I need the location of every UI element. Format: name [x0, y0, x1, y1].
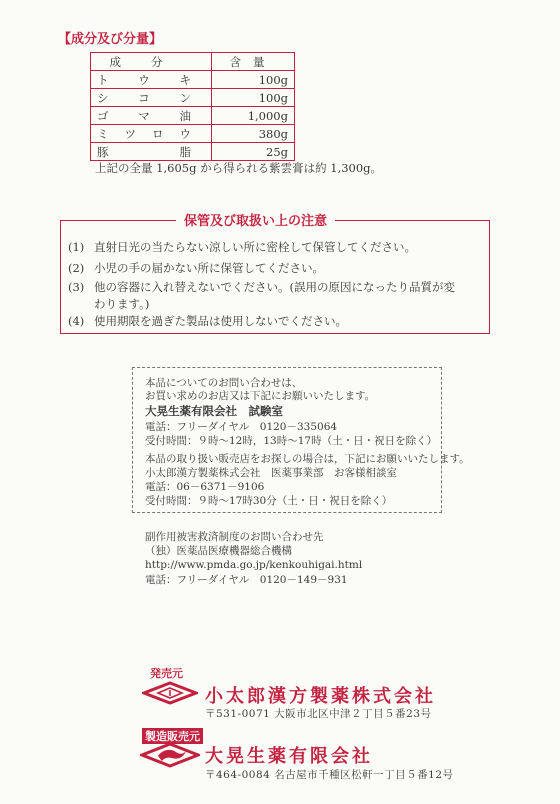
ingredients-heading: 【成分及び分量】: [58, 32, 163, 47]
dealer-hours: 受付時間：９時～17時30分（土・日・祝日を除く）: [145, 495, 393, 507]
ingredient-amount: 1,000g: [212, 107, 295, 125]
contact-company: 大晃生薬有限会社 試験室: [145, 404, 283, 418]
table-row: [91, 125, 295, 143]
caution-title: 保管及び取扱い上の注意: [176, 210, 335, 229]
dealer-phone: 電話：06－6371－9106: [145, 481, 265, 493]
ingredient-name: ゴマ油: [91, 107, 212, 125]
caution-item-number: (4): [68, 314, 85, 328]
contact-phone: 電話：フリーダイヤル 0120－335064: [145, 421, 338, 433]
caution-item: [68, 260, 464, 277]
caution-item-text: 使用期限を過ぎた製品は使用しないでください。: [94, 314, 347, 328]
role-label-manufacturer: 製造販売元: [142, 728, 203, 744]
column-header-ingredient: 成分: [91, 53, 212, 71]
relief-organization: （独）医薬品医療機器総合機構: [145, 545, 292, 557]
ingredient-amount: 100g: [212, 89, 295, 107]
ingredients-note: 上記の全量 1,605g から得られる紫雲膏は約 1,300g。: [95, 161, 383, 175]
caution-item-number: (3): [68, 280, 85, 294]
caution-item: [68, 279, 464, 313]
caution-item-number: (2): [68, 261, 85, 275]
relief-heading: 副作用被害救済制度のお問い合わせ先: [145, 531, 324, 543]
dealer-intro: 本品の取り扱い販売店をお探しの場合は，下記にお願いいたします。: [145, 453, 470, 465]
manufacturer-company-name: 大晃生薬有限会社: [205, 746, 373, 767]
taiko-logo-icon: [140, 742, 200, 768]
column-header-amount: 含量: [212, 53, 295, 71]
ingredient-amount: 380g: [212, 125, 295, 143]
ingredient-name: ミツロウ: [91, 125, 212, 143]
kotaro-logo-icon: [142, 681, 198, 705]
seller-address: 〒531-0071 大阪市北区中津２丁目５番23号: [205, 708, 432, 720]
caution-item-number: (1): [68, 240, 85, 254]
seller-company-name: 小太郎漢方製薬株式会社: [205, 686, 436, 707]
contact-intro: お買い求めのお店又は下記にお願いいたします。: [145, 390, 376, 402]
ingredient-name: シコン: [91, 89, 212, 107]
caution-item: [68, 239, 464, 256]
caution-item-text: 他の容器に入れ替えないでください。(誤用の原因になったり品質が変わります。): [94, 280, 455, 311]
caution-item-text: 小児の手の届かない所に保管してください。: [94, 261, 324, 275]
ingredient-name: トウキ: [91, 71, 212, 89]
contact-intro: 本品についてのお問い合わせは、: [145, 377, 303, 389]
table-row: [91, 89, 295, 107]
relief-phone: 電話：フリーダイヤル 0120－149－931: [145, 574, 348, 586]
ingredients-table: [90, 52, 295, 161]
ingredient-amount: 100g: [212, 71, 295, 89]
table-header-row: [91, 53, 295, 71]
contact-hours: 受付時間：９時～12時，13時～17時（土・日・祝日を除く）: [145, 435, 438, 447]
ingredient-name: 豚脂: [91, 143, 212, 161]
relief-url: http://www.pmda.go.jp/kenkouhigai.html: [145, 559, 363, 571]
ingredient-amount: 25g: [212, 143, 295, 161]
table-row: [91, 107, 295, 125]
dealer-name: 小太郎漢方製薬株式会社 医薬事業部 お客様相談室: [145, 467, 397, 479]
caution-item-text: 直射日光の当たらない涼しい所に密栓して保管してください。: [94, 240, 416, 254]
table-row: [91, 71, 295, 89]
table-row: [91, 143, 295, 161]
role-label-seller: 発売元: [150, 667, 183, 680]
manufacturer-address: 〒464-0084 名古屋市千種区松軒一丁目５番12号: [205, 769, 454, 781]
caution-item: [68, 313, 464, 330]
